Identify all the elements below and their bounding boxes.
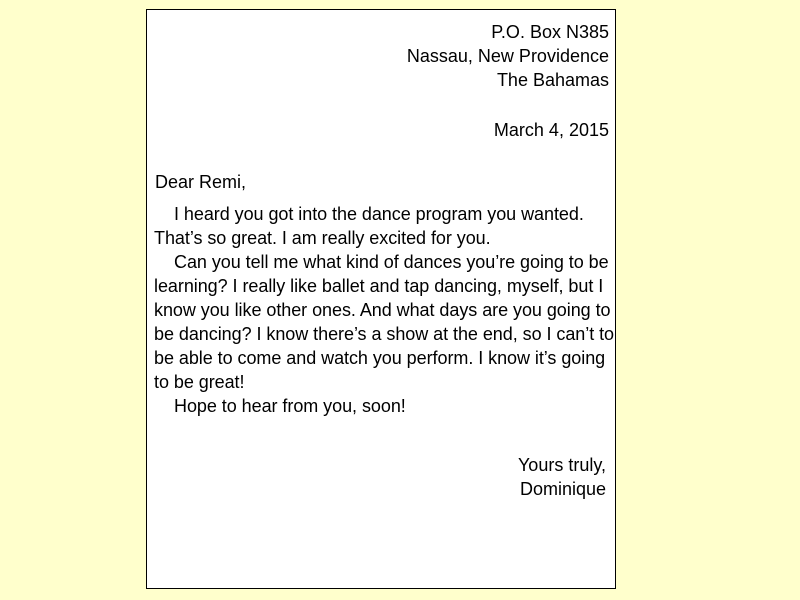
closing-block: [518, 453, 606, 501]
greeting: Dear Remi,: [155, 172, 247, 192]
letter-date: March 4, 2015: [493, 120, 609, 140]
letter-page: [146, 9, 616, 589]
body-paragraph-2: Can you tell me what kind of dances you’re going to be learning? I really like ballet and tap dancing, myself, but I know you like other ones. And what days are you going to be dancing? I know there’s a show at the end, so I can’t to be able to come and watch you perform. I know it’s going to be great!: [154, 252, 615, 392]
body-paragraph-1: I heard you got into the dance program you wanted. That’s so great. I am really excited for you.: [154, 204, 584, 248]
signature: Dominique: [519, 479, 606, 499]
address-line-2: Nassau, New Providence: [406, 46, 609, 66]
return-address: [407, 20, 609, 92]
body-paragraph-3: Hope to hear from you, soon!: [174, 396, 406, 416]
closing: Yours truly,: [517, 455, 606, 475]
address-line-1: P.O. Box N385: [491, 22, 609, 42]
address-line-3: The Bahamas: [496, 70, 609, 90]
letter-body: [154, 202, 616, 418]
